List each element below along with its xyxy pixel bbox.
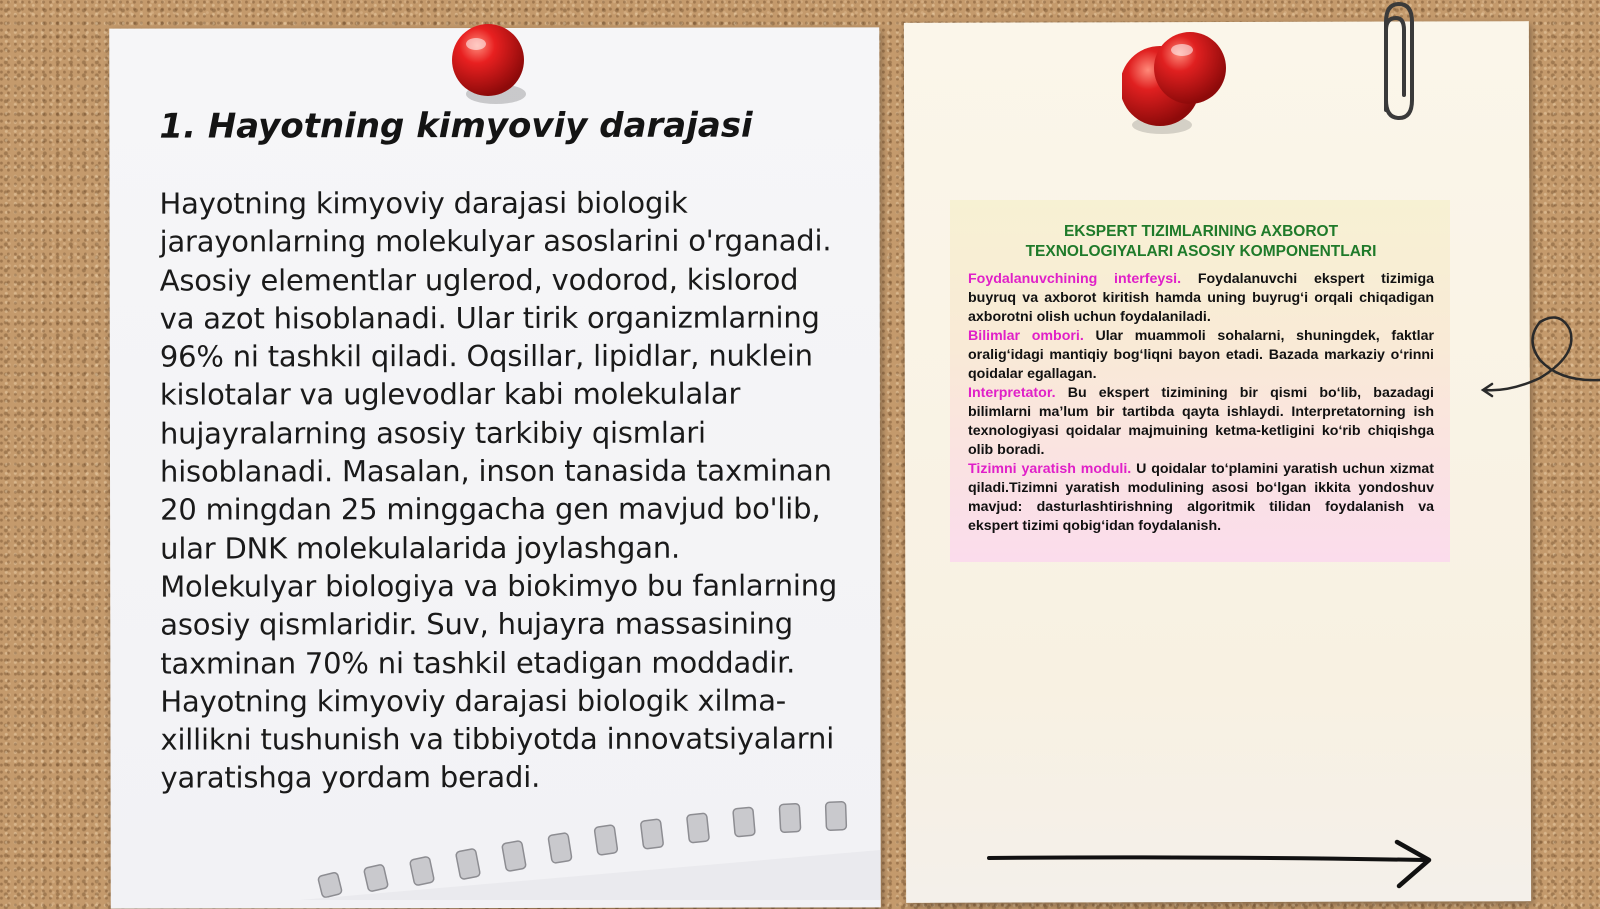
component-term: Interpretator. [968,385,1056,401]
paperclip-icon [1372,0,1422,125]
component-item [968,270,1434,327]
arrow-right-icon [985,838,1445,898]
component-term: Tizimni yaratish moduli. [968,461,1132,477]
left-note-card [109,27,881,908]
spiral-binding-icon [300,800,880,900]
component-term: Foydalanuvchining interfeysi. [968,271,1182,287]
red-pushpin-icon [448,20,538,110]
left-card-body: Hayotning kimyoviy darajasi biologik jarayonlarning molekulyar asoslarini o'rganadi. Asosiy elementlar uglerod, vodorod, kislorod va azot hisoblanadi. Ular tirik organizmlarning 96% ni tashkil qiladi. Oqsillar, lipidlar, nuklein kislotalar va uglevodlar kabi molekulalar hujayralarning asosiy tarkibiy qismlari hisoblanadi. Masalan, inson tanasida taxminan 20 mingdan 25 minggacha gen mavjud bo'lib, ular DNK molekulalarida joylashgan. Molekulyar biologiya va biokimyo bu fanlarning asosiy qismlaridir. Suv, hujayra massasining taxminan 70% ni tashkil etadigan moddadir. Hayotning kimyoviy darajasi biologik xilma-xillikni tushunish va tibbiyotda innovatsiyalarni yaratishga yordam beradi. [159,185,838,796]
component-item [968,384,1434,460]
components-heading-line1: EKSPERT TIZIMLARINING AXBOROT [1063,223,1339,240]
component-term: Bilimlar ombori. [968,328,1084,344]
component-description: Ular muammoli sohalarni, shuningdek, faktlar oralig‘idagi mantiqiy bog‘liqni bayon etadi. Bazada markaziy o‘rinni qoidalar egallagan. [968,328,1434,382]
component-description: U qoidalar to‘plamini yaratish uchun xizmat qiladi.Tizimni yaratish modulining asosi bo‘lgan ikkita yondoshuv mavjud: dasturlashtirishning algoritmik tilidan foydalanish va ekspert tizimi qobig‘idan foydalanish. [968,461,1434,534]
components-heading [968,222,1434,262]
components-heading-line2: TEXNOLOGIYALARI ASOSIY KOMPONENTLARI [1025,243,1377,260]
component-description: Foydalanuvchi ekspert tizimiga buyruq va axborot kiritish hamda uning buyrug‘i orqali chiqadigan axborotni olish uchun foydalaniladi. [968,271,1434,325]
component-item [968,327,1434,384]
component-description: Bu ekspert tizimining bir qismi bo‘lib, bazadagi bilimlarni ma’lum bir tartibda qayta ishlaydi. Interpretatorning ish texnologiyasi qoidalar majmuining ketma-ketligini ko‘rib chiqishga olib boradi. [968,385,1434,458]
squiggle-arrow-icon [1480,310,1600,410]
left-card-title: 1. Hayotning kimyoviy darajasi [159,105,753,147]
components-info-card [950,200,1450,562]
red-pushpin-icon [1122,30,1242,140]
component-item [968,460,1434,536]
